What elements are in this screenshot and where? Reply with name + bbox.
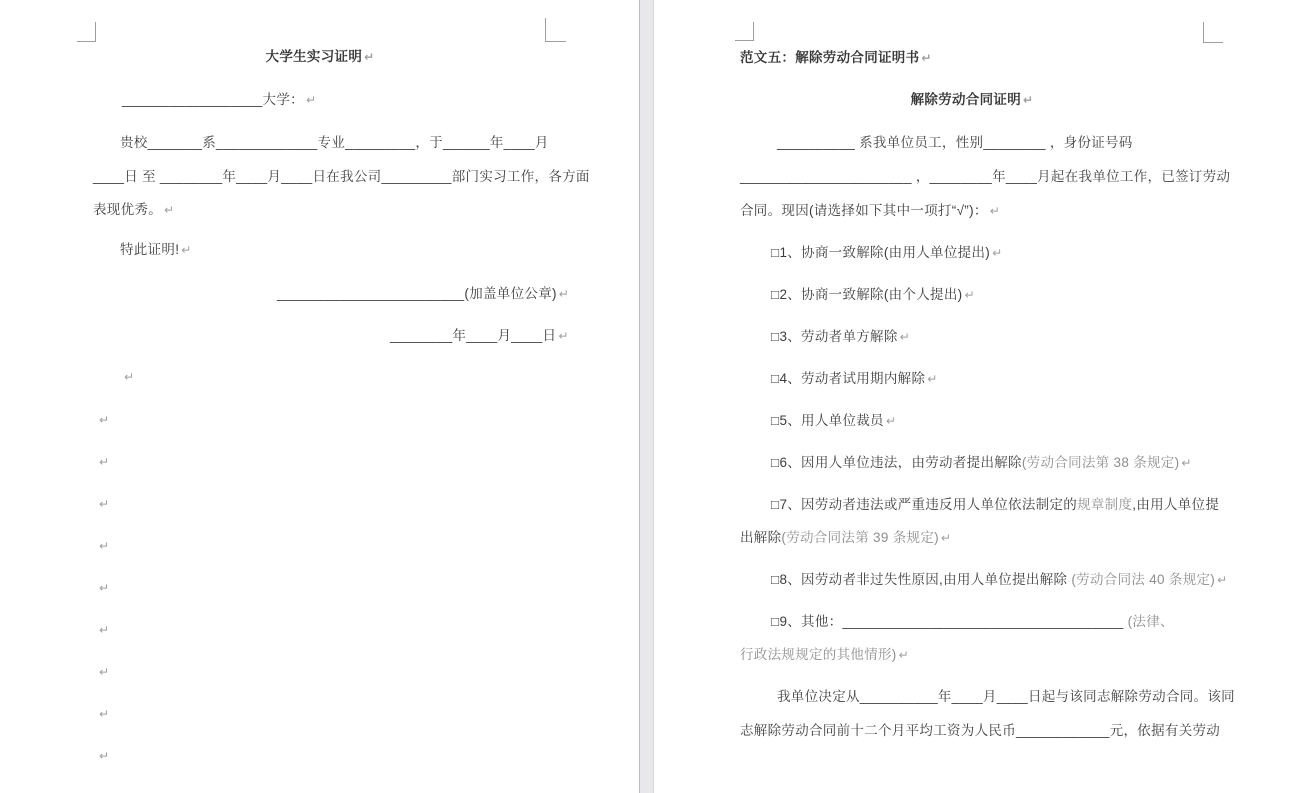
- left-date-line[interactable]: ________年____月____日 ↵: [390, 328, 569, 343]
- left-hereby-line[interactable]: 特此证明! ↵: [120, 242, 192, 257]
- margin-corner-mark: [1203, 22, 1223, 43]
- paragraph-mark-icon: ↵: [164, 203, 175, 217]
- empty-paragraph: [97, 536, 109, 556]
- paragraph-mark-icon: ↵: [885, 414, 897, 428]
- option-line-1[interactable]: □1、协商一致解除(由用人单位提出) ↵: [771, 245, 1003, 260]
- margin-corner-mark: [77, 22, 96, 42]
- empty-paragraph: [97, 662, 109, 682]
- paragraph-mark-icon: ↵: [1217, 573, 1228, 587]
- page-gap: [639, 0, 654, 793]
- empty-paragraph: [97, 620, 109, 640]
- right-para1-line-3[interactable]: 合同。现因(请选择如下其中一项打“√”)： ↵: [740, 203, 1001, 218]
- empty-paragraph: [122, 367, 134, 387]
- option-line-6[interactable]: □6、因用人单位违法，由劳动者提出解除(劳动合同法第 38 条规定) ↵: [771, 455, 1192, 470]
- paragraph-mark-icon: ↵: [964, 288, 975, 302]
- page-left[interactable]: [0, 0, 639, 793]
- paragraph-mark-icon: ↵: [99, 539, 110, 553]
- option-line-8[interactable]: □8、因劳动者非过失性原因,由用人单位提出解除 (劳动合同法 40 条规定) ↵: [771, 572, 1228, 587]
- option-line-3[interactable]: □3、劳动者单方解除 ↵: [771, 329, 911, 344]
- empty-paragraph: [97, 746, 109, 766]
- paragraph-mark-icon: ↵: [992, 246, 1003, 260]
- closing-line-1[interactable]: 我单位决定从__________年____月____日起与该同志解除劳动合同。该同: [777, 689, 1235, 704]
- empty-paragraph: [97, 704, 109, 724]
- paragraph-mark-icon: ↵: [99, 623, 110, 637]
- right-para1-line-2[interactable]: ______________________ ，________年____月起在我单位工作，已签订劳动: [740, 169, 1231, 184]
- option-line-9a[interactable]: □9、其他：____________________________________ (法律、: [771, 614, 1174, 629]
- paragraph-mark-icon: ↵: [99, 413, 110, 427]
- paragraph-mark-icon: ↵: [99, 581, 110, 595]
- left-seal-line[interactable]: ________________________(加盖单位公章) ↵: [277, 286, 570, 301]
- option-line-2[interactable]: □2、协商一致解除(由个人提出) ↵: [771, 287, 975, 302]
- paragraph-mark-icon: ↵: [921, 51, 932, 65]
- paragraph-mark-icon: ↵: [305, 93, 317, 107]
- empty-paragraph: [97, 578, 109, 598]
- option-line-7a[interactable]: □7、因劳动者违法或严重违反用人单位依法制定的规章制度,由用人单位提: [771, 497, 1220, 512]
- left-body-line-2[interactable]: ____日 至 ________年____月____日在我公司_________部门实习工作，各方面: [93, 169, 590, 184]
- right-para1-line-1[interactable]: __________ 系我单位员工，性别________ ，身份证号码: [777, 135, 1133, 150]
- paragraph-mark-icon: ↵: [99, 665, 110, 679]
- paragraph-mark-icon: ↵: [124, 370, 135, 384]
- margin-corner-mark: [545, 18, 566, 42]
- option-line-7b[interactable]: 出解除(劳动合同法第 39 条规定) ↵: [740, 530, 952, 545]
- paragraph-mark-icon: ↵: [899, 330, 911, 344]
- paragraph-mark-icon: ↵: [558, 329, 569, 343]
- paragraph-mark-icon: ↵: [927, 372, 938, 386]
- empty-paragraph: [97, 494, 109, 514]
- page-right[interactable]: [654, 0, 1297, 793]
- empty-paragraph: [97, 410, 109, 430]
- paragraph-mark-icon: ↵: [181, 243, 192, 257]
- margin-corner-mark: [735, 22, 754, 41]
- left-body-line-1[interactable]: 贵校_______系_____________专业_________，于______年____月: [120, 135, 549, 150]
- paragraph-mark-icon: ↵: [558, 287, 570, 301]
- paragraph-mark-icon: ↵: [898, 648, 909, 662]
- closing-line-2[interactable]: 志解除劳动合同前十二个月平均工资为人民币____________元，依据有关劳动: [740, 723, 1221, 738]
- paragraph-mark-icon: ↵: [1023, 93, 1034, 107]
- left-body-line-3[interactable]: 表现优秀。 ↵: [93, 202, 175, 217]
- paragraph-mark-icon: ↵: [364, 50, 375, 64]
- left-university-line[interactable]: __________________大学： ↵: [122, 92, 317, 107]
- option-line-4[interactable]: □4、劳动者试用期内解除 ↵: [771, 371, 938, 386]
- paragraph-mark-icon: ↵: [99, 497, 110, 511]
- paragraph-mark-icon: ↵: [989, 204, 1001, 218]
- paragraph-mark-icon: ↵: [99, 749, 110, 763]
- paragraph-mark-icon: ↵: [940, 531, 952, 545]
- left-doc-title[interactable]: 大学生实习证明 ↵: [265, 49, 375, 64]
- paragraph-mark-icon: ↵: [99, 455, 110, 469]
- option-line-9b[interactable]: 行政法规规定的其他情形) ↵: [740, 647, 909, 662]
- right-doc-heading[interactable]: 范文五：解除劳动合同证明书 ↵: [740, 50, 932, 65]
- paragraph-mark-icon: ↵: [1181, 456, 1192, 470]
- right-doc-title[interactable]: 解除劳动合同证明 ↵: [910, 92, 1034, 107]
- paragraph-mark-icon: ↵: [99, 707, 110, 721]
- option-line-5[interactable]: □5、用人单位裁员 ↵: [771, 413, 897, 428]
- empty-paragraph: [97, 452, 109, 472]
